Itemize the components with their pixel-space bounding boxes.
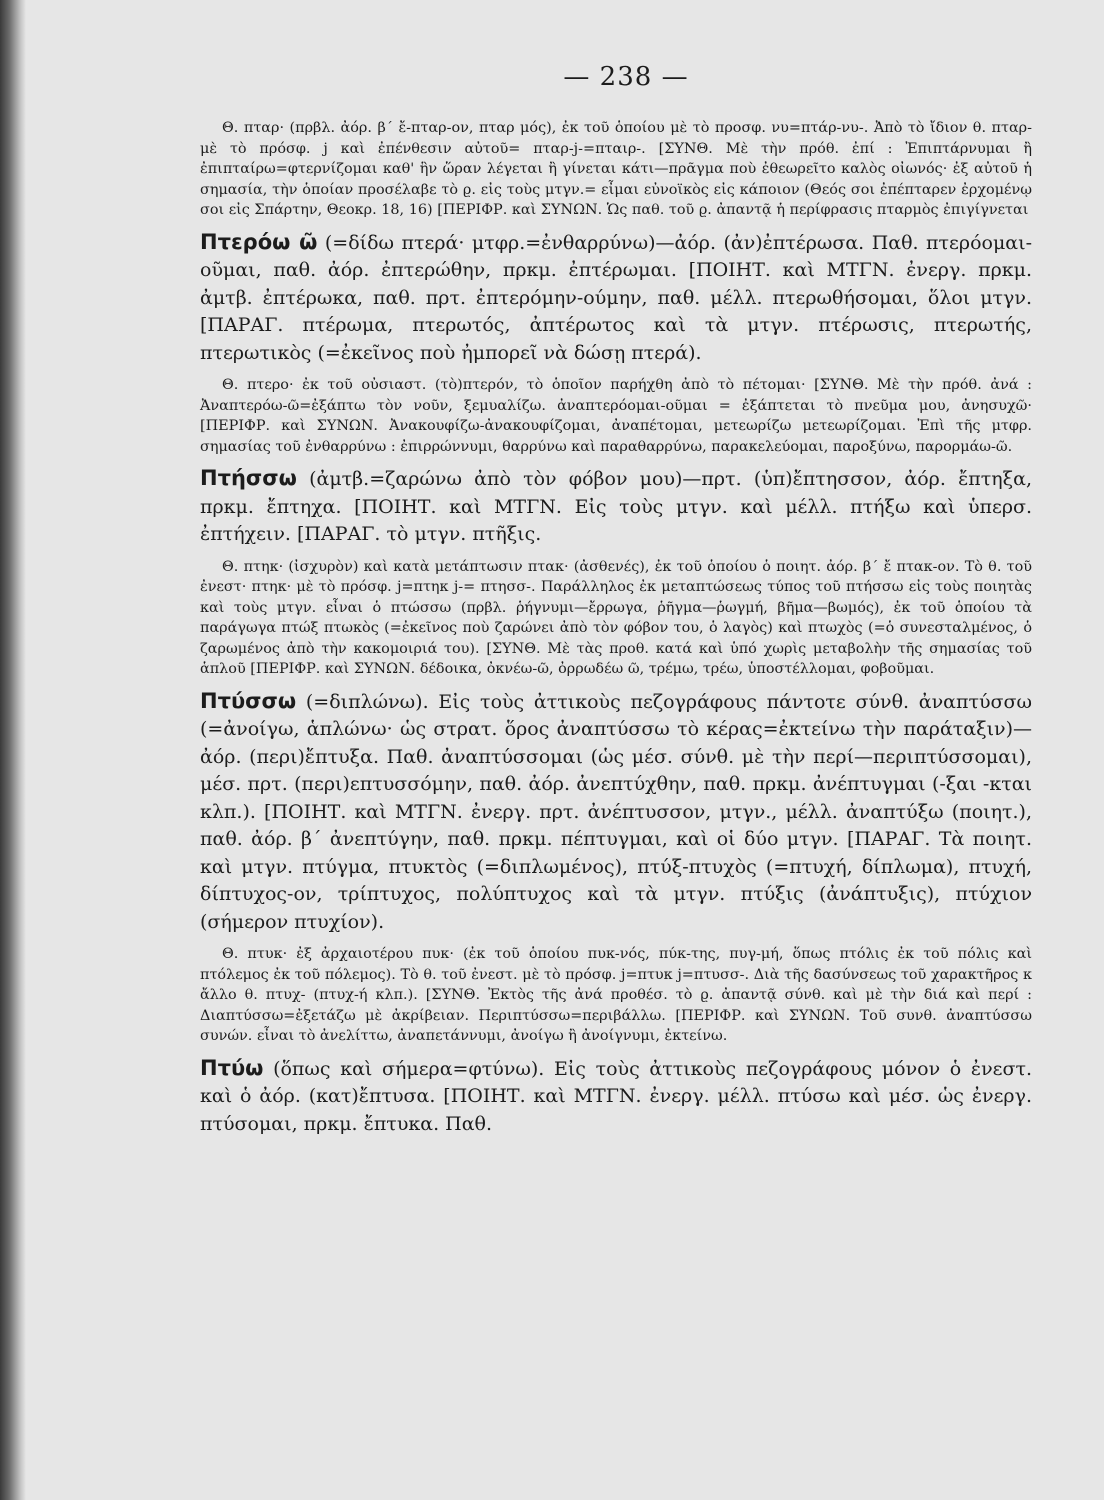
dictionary-entry-ptysso (200, 688, 1032, 937)
paragraph-text: Θ. πταρ· (πρβλ. ἀόρ. β΄ ἔ-πταρ-ον, πταρ μός), ἐκ τοῦ ὁποίου μὲ τὸ προσφ. νυ=πτάρ-νυ-. Ἀπὸ τὸ ἴδιον θ. πταρ- μὲ τὸ πρόσφ. j καὶ ἐπένθεσιν αὐτοῦ= πταρ-j-=πταιρ-. [ΣΥΝΘ. Μὲ τὴν πρόθ. ἐπί : Ἐπιπτάρνυμαι ἢ ἐπιπταίρω=φτερνίζομαι καθ' ἣν ὥραν λέγεται ἢ γίνεται κάτι—πρᾶγμα ποὺ ἐθεωρεῖτο καλὸς οἰωνός· ἐξ αὐτοῦ ἡ σημασία, τὴν ὁποίαν προσέλαβε τὸ ϱ. εἰς τοὺς μτγν.= εἶμαι εὐνοϊκὸς εἰς κάποιον (Θεός σοι ἐπέπταρεν ἐρχομένῳ σοι εἰς Σπάρτην, Θεοκρ. 18, 16) [ΠΕΡΙΦΡ. καὶ ΣΥΝΩΝ. Ὡς παθ. τοῦ ϱ. ἀπαντᾷ ἡ περίφρασις πταρμὸς ἐπιγίγνεται (200, 120, 1032, 218)
entry-text: (ὅπως καὶ σήμερα=φτύνω). Εἰς τοὺς ἀττικοὺς πεζογράφους μόνον ὁ ἐνεστ. καὶ ὁ ἀόρ. (κατ)ἔπτυσα. [ΠΟΙΗΤ. καὶ ΜΤΓΝ. ἐνεργ. μέλλ. πτύσω καὶ μέσ. ὡς ἐνεργ. πτύσομαι, πρκμ. ἔπτυκα. Παθ. (200, 1057, 1032, 1135)
paragraph-text: Θ. πτερο· ἐκ τοῦ οὐσιαστ. (τὸ)πτερόν, τὸ ὁποῖον παρήχθη ἀπὸ τὸ πέτομαι· [ΣΥΝΘ. Μὲ τὴν πρόθ. ἀνά : Ἀναπτερόω-ῶ=ἐξάπτω τὸν νοῦν, ξεμυαλίζω. ἀναπτερόομαι-οῦμαι = ἐξάπτεται τὸ πνεῦμα μου, ἀνησυχῶ· [ΠΕΡΙΦΡ. καὶ ΣΥΝΩΝ. Ἀνακουφίζω-ἀνακουφίζομαι, ἀναπέτομαι, μετεωρίζω μετεωρίζομαι. Ἐπὶ τῆς μτφρ. σημασίας τοῦ ἐνθαρρύνω : ἐπιρρώννυμι, θαρρύνω καὶ παραθαρρύνω, παρακελεύομαι, παροξύνω, παρορμάω-ῶ. (200, 377, 1032, 455)
etymology-paragraph (200, 118, 1032, 221)
entry-headword: Πτύω (200, 1055, 264, 1080)
entry-headword: Πτερόω ῶ (200, 229, 318, 254)
page-number: — 238 — (563, 62, 689, 92)
paragraph-text: Θ. πτυκ· ἐξ ἀρχαιοτέρου πυκ· (ἐκ τοῦ ὁποίου πυκ-νός, πύκ-της, πυγ-μή, ὅπως πτόλις ἐκ τοῦ πόλις καὶ πτόλεμος ἐκ τοῦ πόλεμος). Τὸ θ. τοῦ ἐνεστ. μὲ τὸ πρόσφ. j=πτυκ j=πτυσσ-. Διὰ τῆς δασύνσεως τοῦ χαρακτῆρος κ ἄλλο θ. πτυχ- (πτυχ-ή κλπ.). [ΣΥΝΘ. Ἐκτὸς τῆς ἀνά προθέσ. τὸ ϱ. ἀπαντᾷ σύνθ. καὶ μὲ τὴν διά καὶ περί : Διαπτύσσω=ἐξετάζω μὲ ἀκρίβειαν. Περιπτύσσω=περιβάλλω. [ΠΕΡΙΦΡ. καὶ ΣΥΝΩΝ. Τοῦ συνθ. ἀναπτύσσω συνών. εἶναι τὸ ἀνελίττω, ἀναπετάννυμι, ἀνοίγω ἢ ἀνοίγνυμι, ἐκτείνω. (200, 946, 1032, 1044)
entry-text: (=διπλώνω). Εἰς τοὺς ἀττικοὺς πεζογράφους πάντοτε σύνθ. ἀναπτύσσω (=ἀνοίγω, ἁπλώνω· ὡς στρατ. ὅρος ἀναπτύσσω τὸ κέρας=ἐκτείνω τὴν παράταξιν)—ἀόρ. (περι)ἔπτυξα. Παθ. ἀναπτύσσομαι (ὡς μέσ. σύνθ. μὲ τὴν περί—περιπτύσσομαι), μέσ. πρτ. (περι)επτυσσόμην, παθ. ἀόρ. ἀνεπτύχθην, παθ. πρκμ. ἀνέπτυγμαι (-ξαι -κται κλπ.). [ΠΟΙΗΤ. καὶ ΜΤΓΝ. ἐνεργ. πρτ. ἀνέπτυσσον, μτγν., μέλλ. ἀναπτύξω (ποιητ.), παθ. ἀόρ. β΄ ἀνεπτύγην, παθ. πρκμ. πέπτυγμαι, καὶ οἱ δύο μτγν. [ΠΑΡΑΓ. Τὰ ποιητ. καὶ μτγν. πτύγμα, πτυκτὸς (=διπλωμένος), πτύξ-πτυχὸς (=πτυχή, δίπλωμα), πτυχή, δίπτυχος-ον, τρίπτυχος, πολύπτυχος καὶ τὰ μτγν. πτύξις (ἀνάπτυξις), πτύχιον (σήμερον πτυχίον). (200, 690, 1032, 933)
entry-text: (ἀμτβ.=ζαρώνω ἀπὸ τὸν φόβον μου)—πρτ. (ὑπ)ἔπτησσον, ἀόρ. ἔπτηξα, πρκμ. ἔπτηχα. [ΠΟΙΗΤ. καὶ ΜΤΓΝ. Εἰς τοὺς μτγν. καὶ μέλλ. πτήξω καὶ ὑπερσ. ἐπτήχειν. [ΠΑΡΑΓ. τὸ μτγν. πτῆξις. (200, 468, 1032, 545)
etymology-paragraph (200, 557, 1032, 680)
dictionary-entry-ptesso (200, 465, 1032, 549)
page-content (200, 62, 1032, 1146)
entry-headword: Πτήσσω (200, 466, 297, 490)
etymology-paragraph (200, 944, 1032, 1047)
paragraph-text: Θ. πτηκ· (ἰσχυρὸν) καὶ κατὰ μετάπτωσιν πτακ· (ἀσθενές), ἐκ τοῦ ὁποίου ὁ ποιητ. ἀόρ. β΄ ἔ πτακ-ον. Τὸ θ. τοῦ ἐνεστ· πτηκ· μὲ τὸ πρόσφ. j=πτηκ j-= πτησσ-. Παράλληλος ἐκ μεταπτώσεως τύπος τοῦ πτήσσω εἰς τοὺς ποιητὰς καὶ τοὺς μτγν. εἶναι ὁ πτώσσω (πρβλ. ῥήγνυμι—ἔρρωγα, ῥῆγμα—ῥωγμή, βῆμα—βωμός), ἐκ τοῦ ὁποίου τὰ παράγωγα πτώξ πτωκὸς (=ἐκεῖνος ποὺ ζαρώνει ἀπὸ τὸν φόβον του, ὁ λαγὸς) καὶ πτωχὸς (=ὁ συνεσταλμένος, ὁ ζαρωμένος ἀπὸ τὴν κακομοιριά του). [ΣΥΝΘ. Μὲ τὰς προθ. κατά καὶ ὑπό χωρὶς μεταβολὴν τῆς σημασίας τοῦ ἁπλοῦ [ΠΕΡΙΦΡ. καὶ ΣΥΝΩΝ. δέδοικα, ὀκνέω-ῶ, ὀρρωδέω ῶ, τρέμω, τρέω, ὑποστέλλομαι, φοβοῦμαι. (200, 558, 1032, 677)
entry-text: (=δίδω πτερά· μτφρ.=ἐνθαρρύνω)—ἀόρ. (ἀν)ἐπτέρωσα. Παθ. πτερόομαι-οῦμαι, παθ. ἀόρ. ἐπτερώθην, πρκμ. ἐπτέρωμαι. [ΠΟΙΗΤ. καὶ ΜΤΓΝ. ἐνεργ. πρκμ. ἀμτβ. ἐπτέρωκα, παθ. πρτ. ἐπτερόμην-ούμην, παθ. μέλλ. πτερωθήσομαι, ὅλοι μτγν. [ΠΑΡΑΓ. πτέρωμα, πτερωτός, ἀπτέρωτος καὶ τὰ μτγν. πτέρωσις, πτερωτής, πτερωτικὸς (=ἐκεῖνος ποὺ ἠμπορεῖ νὰ δώσῃ πτερά). (200, 231, 1032, 364)
dictionary-entry-pteroo (200, 229, 1032, 368)
etymology-paragraph (200, 375, 1032, 457)
entry-headword: Πτύσσω (200, 688, 297, 713)
dictionary-entry-ptyo (200, 1055, 1032, 1139)
